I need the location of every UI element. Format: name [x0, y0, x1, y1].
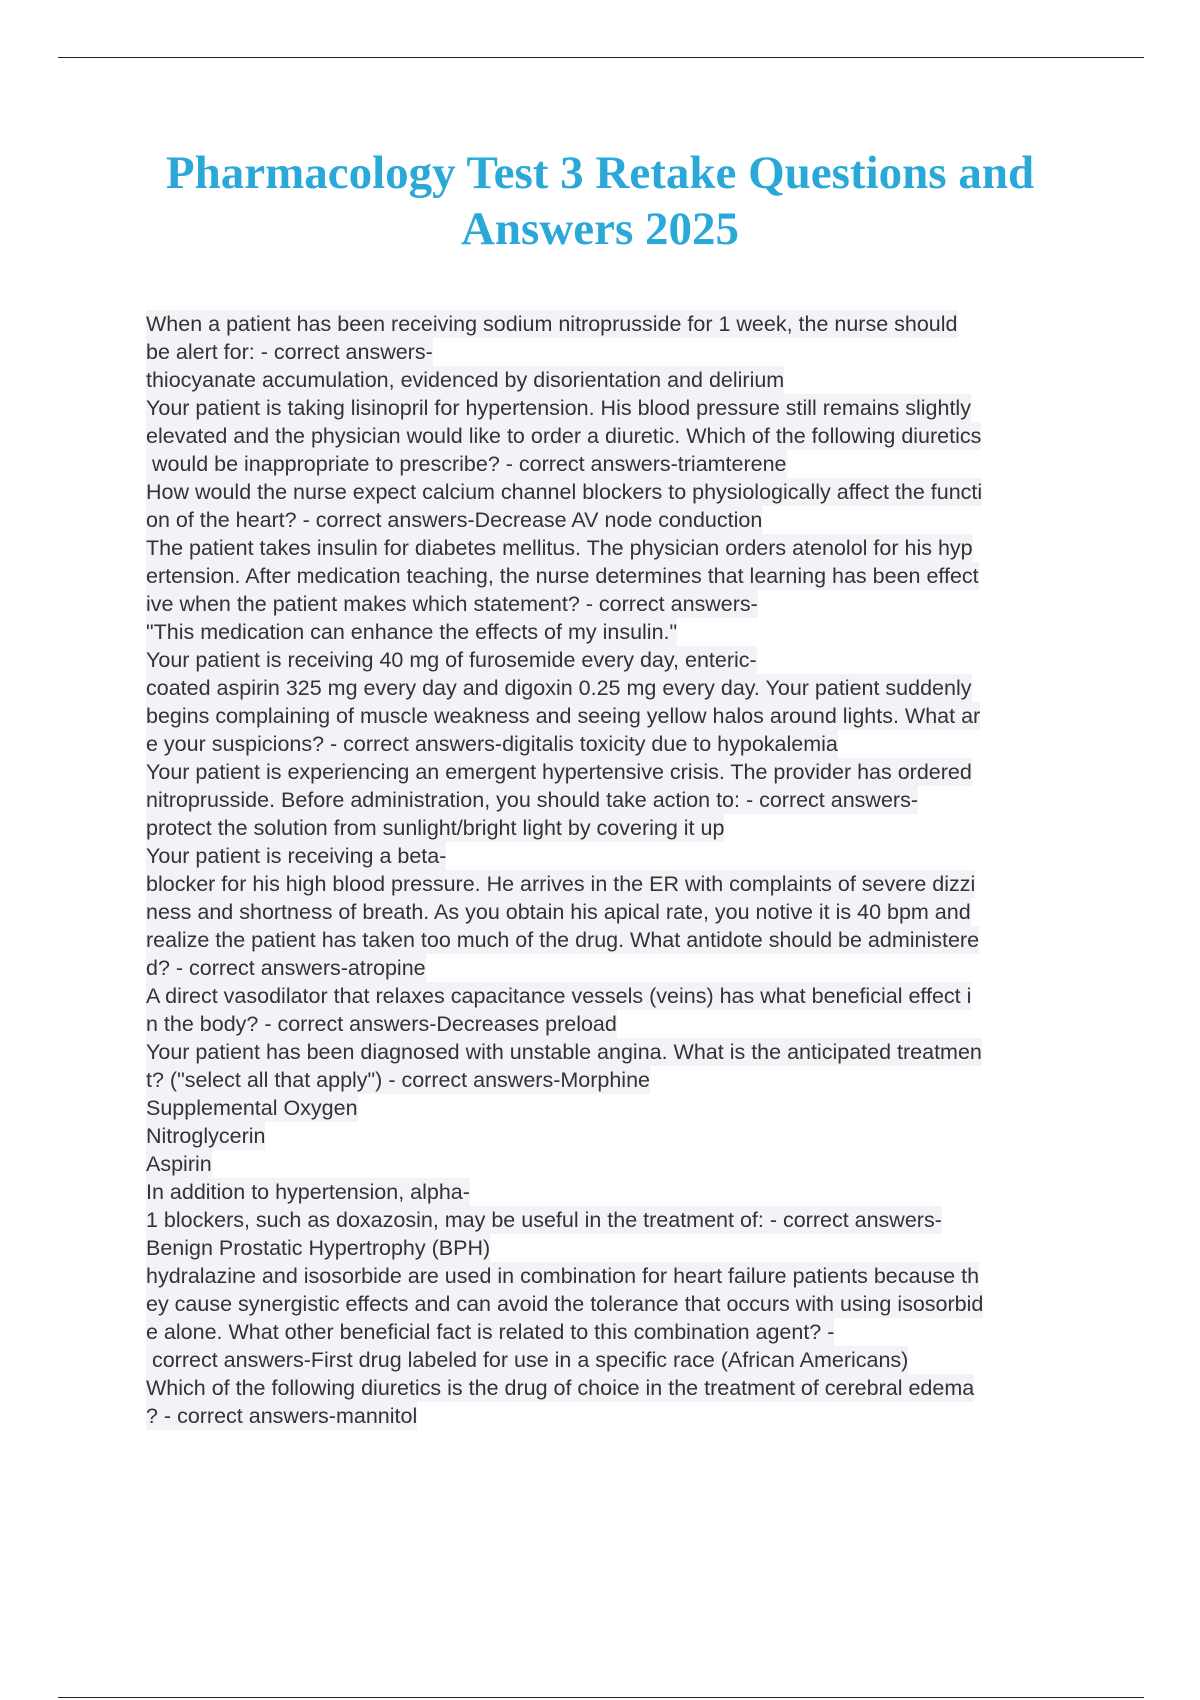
text-line: Benign Prostatic Hypertrophy (BPH)	[146, 1236, 491, 1260]
text-line: coated aspirin 325 mg every day and digoxin 0.25 mg every day. Your patient suddenly	[146, 676, 972, 700]
text-line: A direct vasodilator that relaxes capacitance vessels (veins) has what beneficial effect i	[146, 984, 972, 1008]
text-line: ness and shortness of breath. As you obtain his apical rate, you notive it is 40 bpm and	[146, 900, 971, 924]
text-line: protect the solution from sunlight/bright light by covering it up	[146, 816, 725, 840]
text-line: on of the heart? - correct answers-Decrease AV node conduction	[146, 508, 763, 532]
bottom-rule	[58, 1697, 1144, 1698]
text-line: ey cause synergistic effects and can avoid the tolerance that occurs with using isosorbid	[146, 1292, 984, 1316]
text-line: t? ("select all that apply") - correct answers-Morphine	[146, 1068, 650, 1092]
text-line: e your suspicions? - correct answers-digitalis toxicity due to hypokalemia	[146, 732, 838, 756]
text-line: d? - correct answers-atropine	[146, 956, 426, 980]
text-line: Your patient is receiving a beta-	[146, 844, 447, 868]
text-line: The patient takes insulin for diabetes mellitus. The physician orders atenolol for his hyp	[146, 536, 973, 560]
text-line: How would the nurse expect calcium channel blockers to physiologically affect the functi	[146, 480, 983, 504]
text-line: blocker for his high blood pressure. He arrives in the ER with complaints of severe dizzi	[146, 872, 976, 896]
text-line: begins complaining of muscle weakness and seeing yellow halos around lights. What ar	[146, 704, 981, 728]
text-line: elevated and the physician would like to order a diuretic. Which of the following diuretics	[146, 424, 982, 448]
text-line: Your patient is experiencing an emergent hypertensive crisis. The provider has ordered	[146, 760, 972, 784]
top-rule	[58, 57, 1144, 58]
text-line: ? - correct answers-mannitol	[146, 1404, 418, 1428]
document-title	[100, 145, 1100, 257]
text-line: ertension. After medication teaching, the nurse determines that learning has been effect	[146, 564, 979, 588]
text-line: thiocyanate accumulation, evidenced by disorientation and delirium	[146, 368, 785, 392]
text-line: Aspirin	[146, 1152, 212, 1176]
title-line: Answers 2025	[460, 203, 740, 255]
text-line: hydralazine and isosorbide are used in combination for heart failure patients because th	[146, 1264, 980, 1288]
text-line: Your patient is taking lisinopril for hypertension. His blood pressure still remains slightly	[146, 396, 971, 420]
text-line: "This medication can enhance the effects of my insulin."	[146, 620, 678, 644]
text-line: be alert for: - correct answers-	[146, 340, 433, 364]
text-line: Which of the following diuretics is the drug of choice in the treatment of cerebral edema	[146, 1376, 975, 1400]
text-line: e alone. What other beneficial fact is related to this combination agent? -	[146, 1320, 835, 1344]
text-line: ive when the patient makes which statement? - correct answers-	[146, 592, 758, 616]
text-line: Supplemental Oxygen	[146, 1096, 358, 1120]
text-line: correct answers-First drug labeled for use in a specific race (African Americans)	[146, 1348, 909, 1372]
text-line: n the body? - correct answers-Decreases preload	[146, 1012, 617, 1036]
text-line: When a patient has been receiving sodium nitroprusside for 1 week, the nurse should	[146, 312, 958, 336]
text-line: 1 blockers, such as doxazosin, may be useful in the treatment of: - correct answers-	[146, 1208, 942, 1232]
text-line: would be inappropriate to prescribe? - correct answers-triamterene	[146, 452, 787, 476]
text-line: Nitroglycerin	[146, 1124, 266, 1148]
text-line: Your patient has been diagnosed with unstable angina. What is the anticipated treatmen	[146, 1040, 982, 1064]
qa-body	[146, 310, 1096, 1430]
text-line: In addition to hypertension, alpha-	[146, 1180, 470, 1204]
text-line: nitroprusside. Before administration, you should take action to: - correct answers-	[146, 788, 918, 812]
text-line: realize the patient has taken too much of the drug. What antidote should be administere	[146, 928, 980, 952]
title-line: Pharmacology Test 3 Retake Questions and	[165, 147, 1035, 199]
text-line: Your patient is receiving 40 mg of furosemide every day, enteric-	[146, 648, 757, 672]
